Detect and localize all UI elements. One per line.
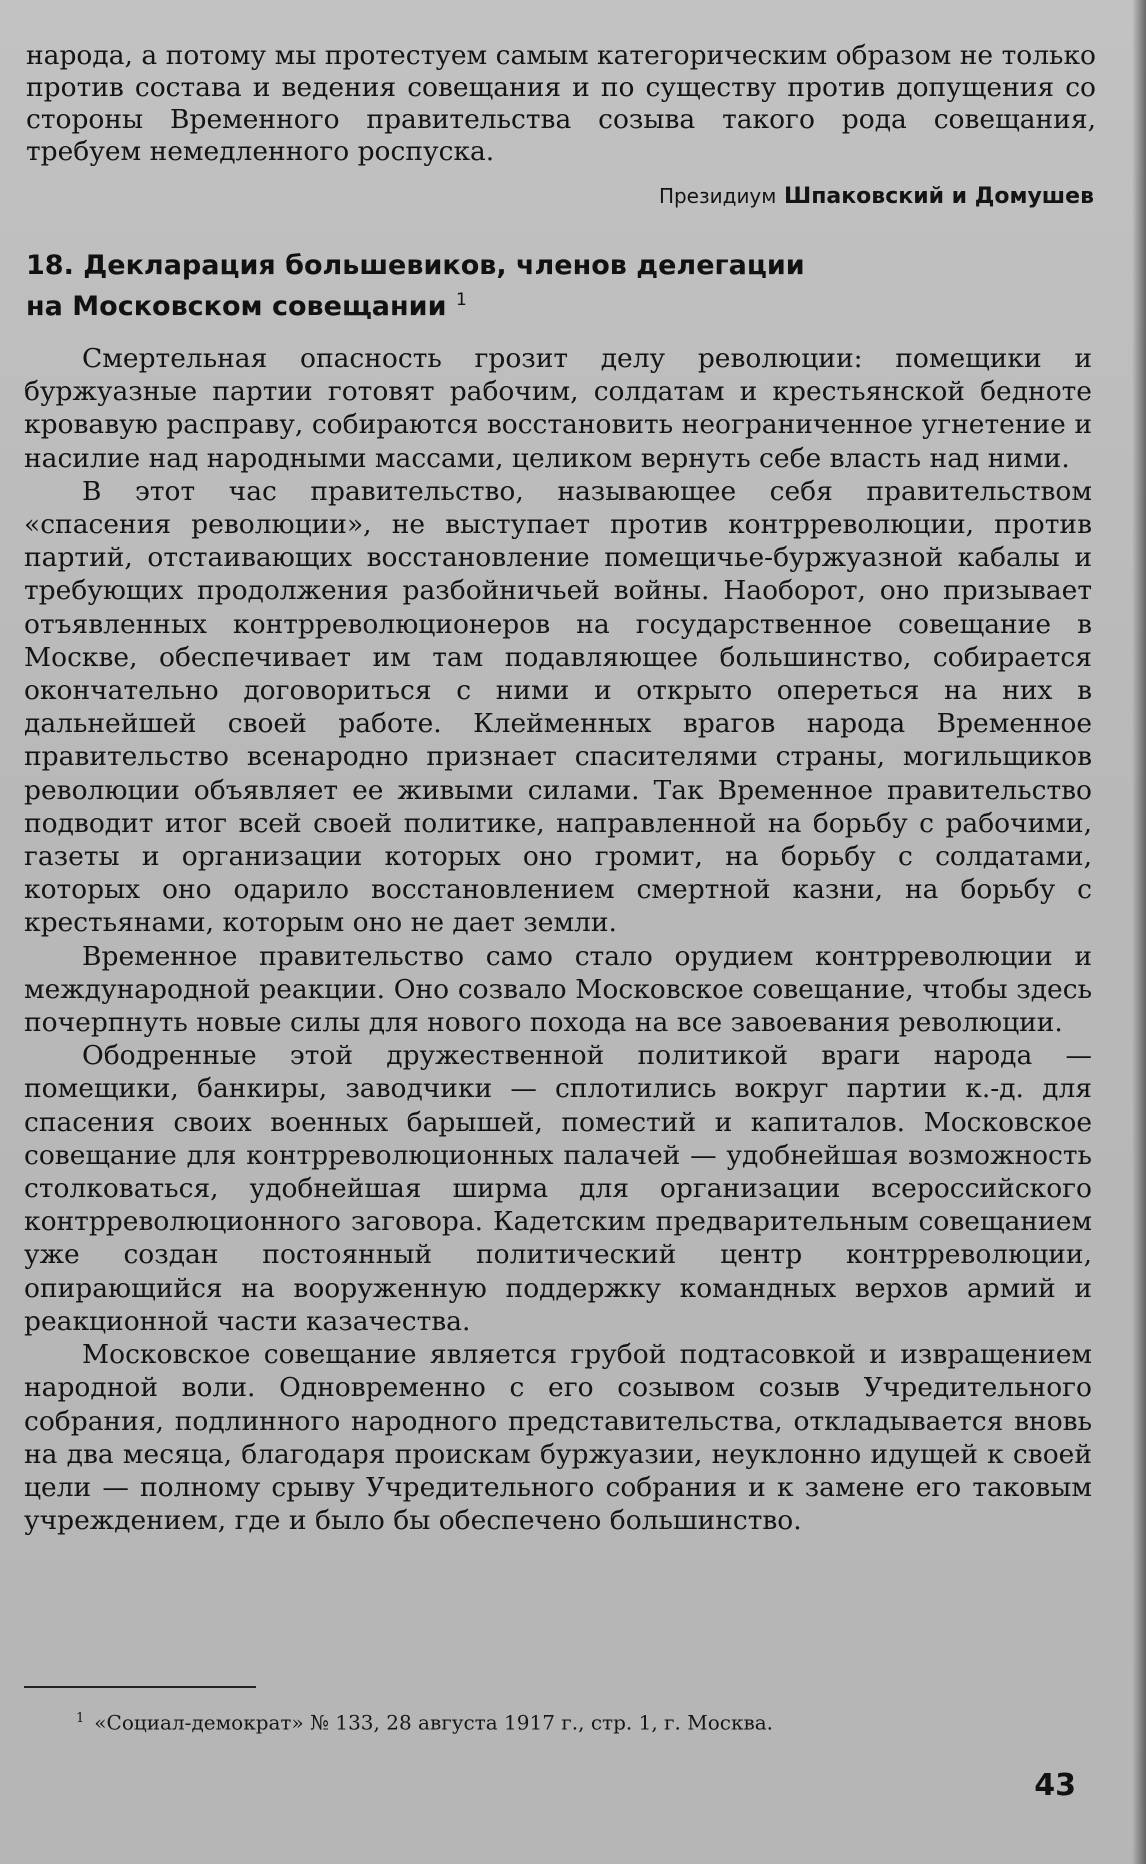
footnote bbox=[76, 1706, 773, 1736]
footnote-text: «Социал-демократ» № 133, 28 августа 1917 г., стр. 1, г. Москва. bbox=[94, 1710, 774, 1735]
page-number: 43 bbox=[1034, 1768, 1076, 1803]
footnote-divider bbox=[24, 1686, 256, 1688]
signature-label: Президиум bbox=[658, 184, 777, 208]
paragraph-3: Временное правительство само стало орудием контрреволюции и международной реакции. Оно созвало Московское совещание, чтобы здесь почерпнуть новые силы для нового похода на все завоевания революции. bbox=[24, 940, 1092, 1039]
section-heading bbox=[26, 248, 846, 324]
footnote-number: 1 bbox=[76, 1711, 85, 1726]
section-heading-text: 18. Декларация большевиков, членов делегации на Московском совещании bbox=[26, 250, 805, 322]
paragraph-5: Московское совещание является грубой подтасовкой и извращением народной воли. Одновременно с его созывом созыв Учредительного собрания, подлинного народного представительства, откладывается вновь на два месяца, благодаря проискам буржуазии, неуклонно идущей к своей цели — полному срыву Учредительного собрания и к замене его таковым учреждением, где и было бы обеспечено большинство. bbox=[24, 1339, 1092, 1537]
paragraph-4: Ободренные этой дружественной политикой враги народа — помещики, банкиры, заводчики — сплотились вокруг партии к.-д. для спасения своих военных барышей, поместий и капиталов. Московское совещание для контрреволюционных палачей — удобнейшая возможность столковаться, удобнейшая ширма для организации всероссийского контрреволюционного заговора. Кадетским предварительным совещанием уже создан постоянный политический центр контрреволюции, опирающийся на вооруженную поддержку командных верхов армий и реакционной части казачества. bbox=[24, 1040, 1092, 1337]
signature-line bbox=[659, 184, 1094, 209]
paragraph-1: Смертельная опасность грозит делу революции: помещики и буржуазные партии готовят рабочим, солдатам и крестьянской бедноте кровавую расправу, собираются восстановить неограниченное угнетение и насилие над народными массами, целиком вернуть себе власть над ними. bbox=[24, 343, 1092, 474]
declaration-body bbox=[24, 342, 1092, 1537]
signature-names: Шпаковский и Домушев bbox=[784, 184, 1094, 209]
paragraph-2: В этот час правительство, называющее себя правительством «спасения революции», не выступает против контрреволюции, против партий, отстаивающих восстановление помещичье-буржуазной кабалы и требующих продолжения разбойничьей войны. Наоборот, оно призывает отъявленных контрреволюционеров на государственное совещание в Москве, обеспечивает им там подавляющее большинство, собирается окончательно договориться с ними и открыто опереться на них в дальнейшей своей работе. Клейменных врагов народа Временное правительство всенародно признает спасителями страны, могильщиков революции объявляет ее живыми силами. Так Временное правительство подводит итог всей своей политике, направленной на борьбу с рабочими, газеты и организации которых оно громит, на борьбу с солдатами, которых оно одарило восстановлением смертной казни, на борьбу с крестьянами, которым оно не дает земли. bbox=[24, 475, 1092, 939]
previous-section-closing-text: народа, а потому мы протестуем самым категорическим образом не только против состава и ведения совещания и по существу против допущения со стороны Временного правительства созыва такого рода совещания, требуем немедленного роспуска. bbox=[26, 40, 1096, 167]
heading-footnote-ref: 1 bbox=[455, 290, 467, 310]
